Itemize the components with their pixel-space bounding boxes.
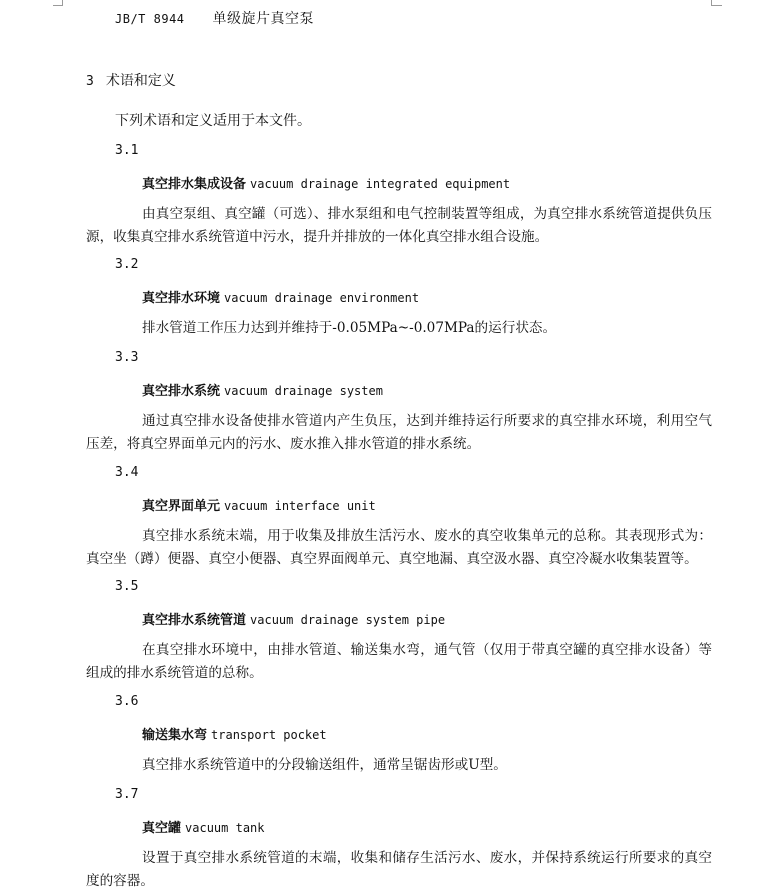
term-number: 3.1 — [115, 143, 139, 158]
term-number: 3.5 — [115, 579, 139, 594]
term-cn: 输送集水弯 — [142, 728, 208, 743]
term-heading — [142, 495, 376, 514]
term-heading — [142, 287, 419, 306]
term-definition: 设置于真空排水系统管道的末端，收集和储存生活污水、废水，并保持系统运行所要求的真空度的容器。 — [86, 850, 712, 889]
term-heading — [142, 380, 383, 399]
term-definition: 真空排水系统末端，用于收集及排放生活污水、废水的真空收集单元的总称。其表现形式为：真空坐（蹲）便器、真空小便器、真空界面阀单元、真空地漏、真空汲水器、真空冷凝水收集装置等。 — [86, 528, 712, 567]
term-number: 3.4 — [115, 465, 139, 480]
term-definition: 由真空泵组、真空罐（可选）、排水泵组和电气控制装置等组成，为真空排水系统管道提供负压源，收集真空排水系统管道中污水，提升并排放的一体化真空排水组合设施。 — [86, 206, 712, 245]
term-heading — [142, 817, 265, 836]
term-cn: 真空界面单元 — [142, 499, 221, 514]
page-corner-mark-right-h — [712, 5, 722, 6]
section-heading — [86, 70, 176, 90]
document-title: 单级旋片真空泵 — [212, 11, 315, 27]
term-number: 3.2 — [115, 257, 139, 272]
page-corner-mark-left-h — [53, 5, 63, 6]
term-heading — [142, 724, 327, 743]
term-en: transport pocket — [211, 728, 327, 742]
term-en: vacuum drainage integrated equipment — [250, 177, 511, 191]
term-en: vacuum drainage environment — [224, 291, 420, 305]
term-cn: 真空罐 — [142, 821, 182, 836]
term-cn: 真空排水系统管道 — [142, 613, 247, 628]
term-cn: 真空排水环境 — [142, 291, 221, 306]
term-cn: 真空排水集成设备 — [142, 177, 247, 192]
term-en: vacuum drainage system — [224, 384, 383, 398]
term-en: vacuum interface unit — [224, 499, 376, 513]
term-definition: 排水管道工作压力达到并维持于-0.05MPa~-0.07MPa的运行状态。 — [142, 320, 557, 336]
section-number: 3 — [86, 74, 94, 89]
standard-code: JB/T 8944 — [115, 12, 185, 26]
term-heading — [142, 173, 510, 192]
term-cn: 真空排水系统 — [142, 384, 221, 399]
term-number: 3.6 — [115, 694, 139, 709]
term-number: 3.7 — [115, 787, 139, 802]
term-number: 3.3 — [115, 350, 139, 365]
term-definition: 通过真空排水设备使排水管道内产生负压，达到并维持运行所要求的真空排水环境，利用空气压差，将真空界面单元内的污水、废水推入排水管道的排水系统。 — [86, 413, 712, 452]
term-definition: 在真空排水环境中，由排水管道、输送集水弯，通气管（仅用于带真空罐的真空排水设备）等组成的排水系统管道的总称。 — [86, 642, 712, 681]
page-header — [115, 8, 314, 28]
term-en: vacuum tank — [185, 821, 265, 835]
term-definition: 真空排水系统管道中的分段输送组件，通常呈锯齿形或U型。 — [142, 757, 507, 773]
intro-paragraph: 下列术语和定义适用于本文件。 — [115, 113, 311, 129]
term-en: vacuum drainage system pipe — [250, 613, 446, 627]
section-title: 术语和定义 — [105, 73, 176, 89]
term-heading — [142, 609, 445, 628]
